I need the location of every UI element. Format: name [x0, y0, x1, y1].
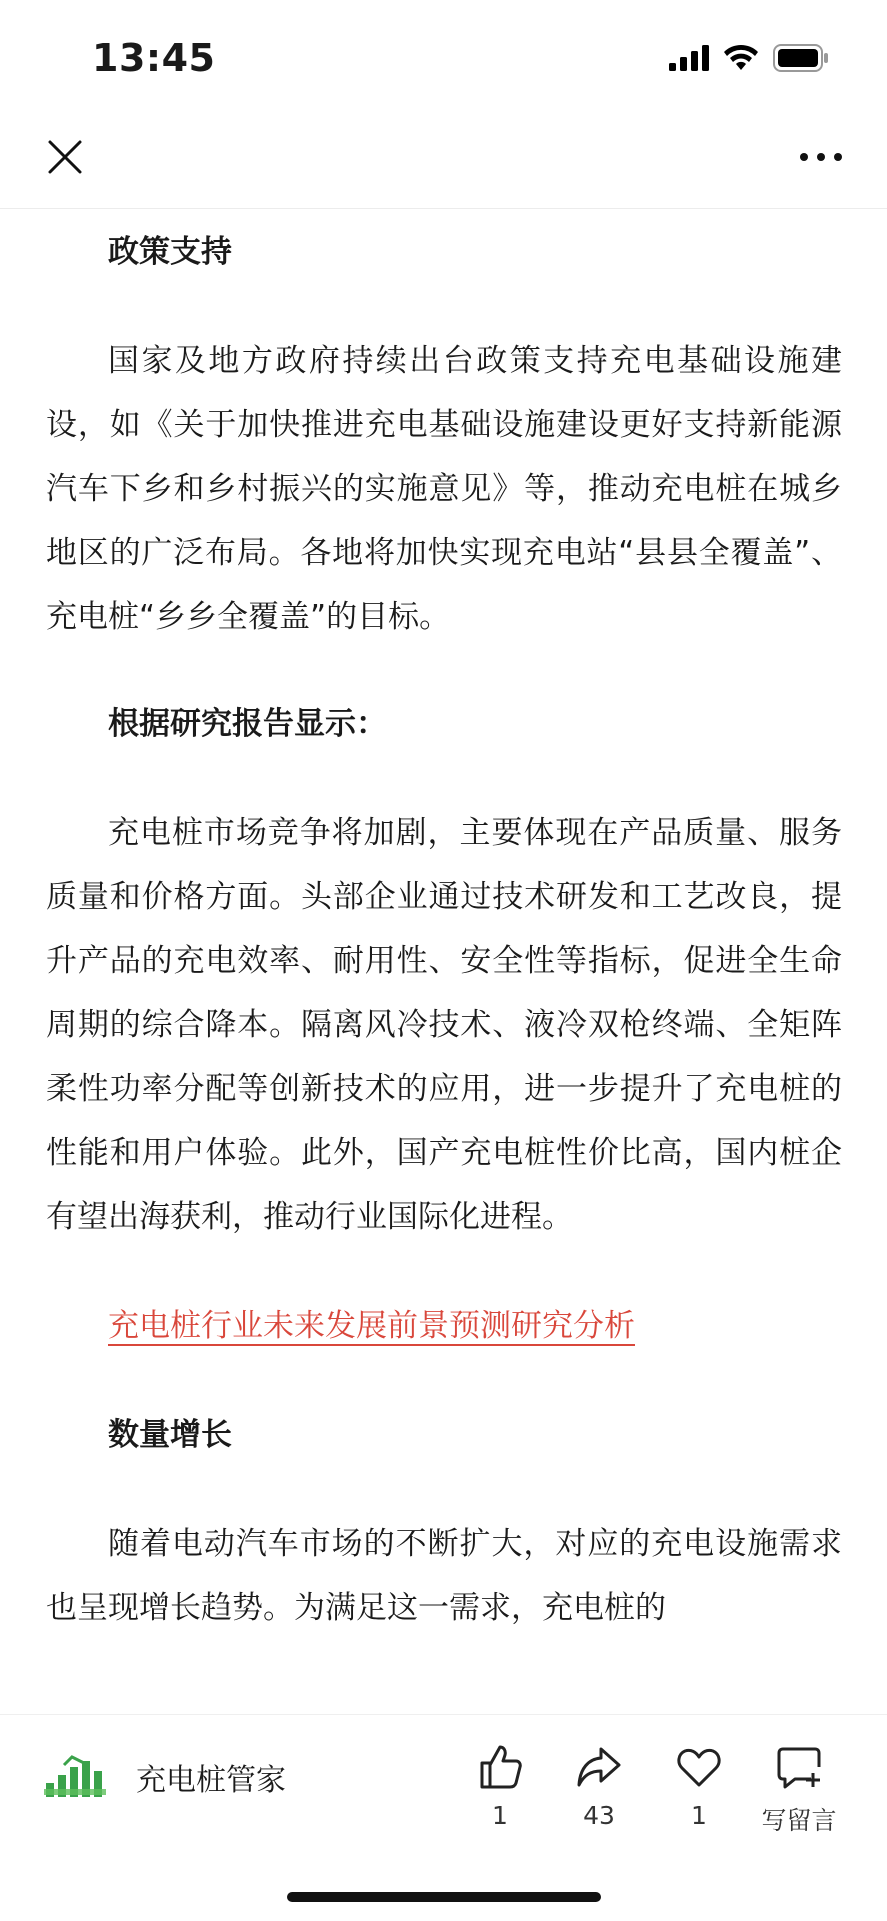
article-link[interactable] — [46, 1294, 842, 1358]
like-count: 1 — [492, 1801, 508, 1830]
close-icon — [47, 139, 83, 175]
more-icon — [799, 152, 843, 162]
thumbs-up-icon — [476, 1743, 524, 1791]
section-heading-growth: 数量增长 — [108, 1417, 232, 1453]
home-indicator[interactable] — [287, 1892, 601, 1902]
battery-icon — [773, 44, 829, 72]
article-body — [46, 208, 842, 1640]
action-bar — [0, 1743, 887, 1843]
status-bar — [0, 0, 887, 110]
share-button[interactable] — [549, 1743, 649, 1830]
comment-button[interactable] — [749, 1743, 849, 1837]
comment-add-icon — [775, 1743, 823, 1791]
favorite-button[interactable] — [649, 1743, 749, 1830]
more-button[interactable] — [791, 132, 851, 182]
share-icon — [575, 1743, 623, 1791]
signal-icon — [669, 45, 709, 71]
section-heading-report: 根据研究报告显示： — [108, 706, 387, 742]
comment-label: 写留言 — [761, 1806, 837, 1835]
article-link-text[interactable]: 充电桩行业未来发展前景预测研究分析 — [108, 1308, 635, 1344]
paragraph-policy: 国家及地方政府持续出台政策支持充电基础设施建设，如《关于加快推进充电基础设施建设更好支持新能源汽车下乡和乡村振兴的实施意见》等，推动充电桩在城乡地区的广泛布局。各地将加快实现充电站“县县全覆盖”、充电桩“乡乡全覆盖”的目标。 — [46, 343, 842, 635]
like-button[interactable] — [450, 1743, 550, 1830]
close-button[interactable] — [40, 132, 90, 182]
wifi-icon — [723, 44, 759, 72]
account-name: 充电桩管家 — [136, 1763, 286, 1798]
section-heading-policy: 政策支持 — [108, 234, 232, 270]
heart-icon — [675, 1743, 723, 1791]
paragraph-competition: 充电桩市场竞争将加剧，主要体现在产品质量、服务质量和价格方面。头部企业通过技术研发和工艺改良，提升产品的充电效率、耐用性、安全性等指标，促进全生命周期的综合降本。隔离风冷技术、液冷双枪终端、全矩阵柔性功率分配等创新技术的应用，进一步提升了充电桩的性能和用户体验。此外，国产充电桩性价比高，国内桩企有望出海获利，推动行业国际化进程。 — [46, 815, 842, 1235]
share-count: 43 — [583, 1801, 615, 1830]
status-time: 13:45 — [92, 36, 216, 80]
paragraph-growth: 随着电动汽车市场的不断扩大，对应的充电设施需求也呈现增长趋势。为满足这一需求，充电桩的 — [46, 1526, 842, 1626]
nav-bar — [0, 110, 887, 209]
favorite-count: 1 — [691, 1801, 707, 1830]
bottom-bar — [0, 1714, 887, 1921]
status-icons — [669, 44, 829, 72]
